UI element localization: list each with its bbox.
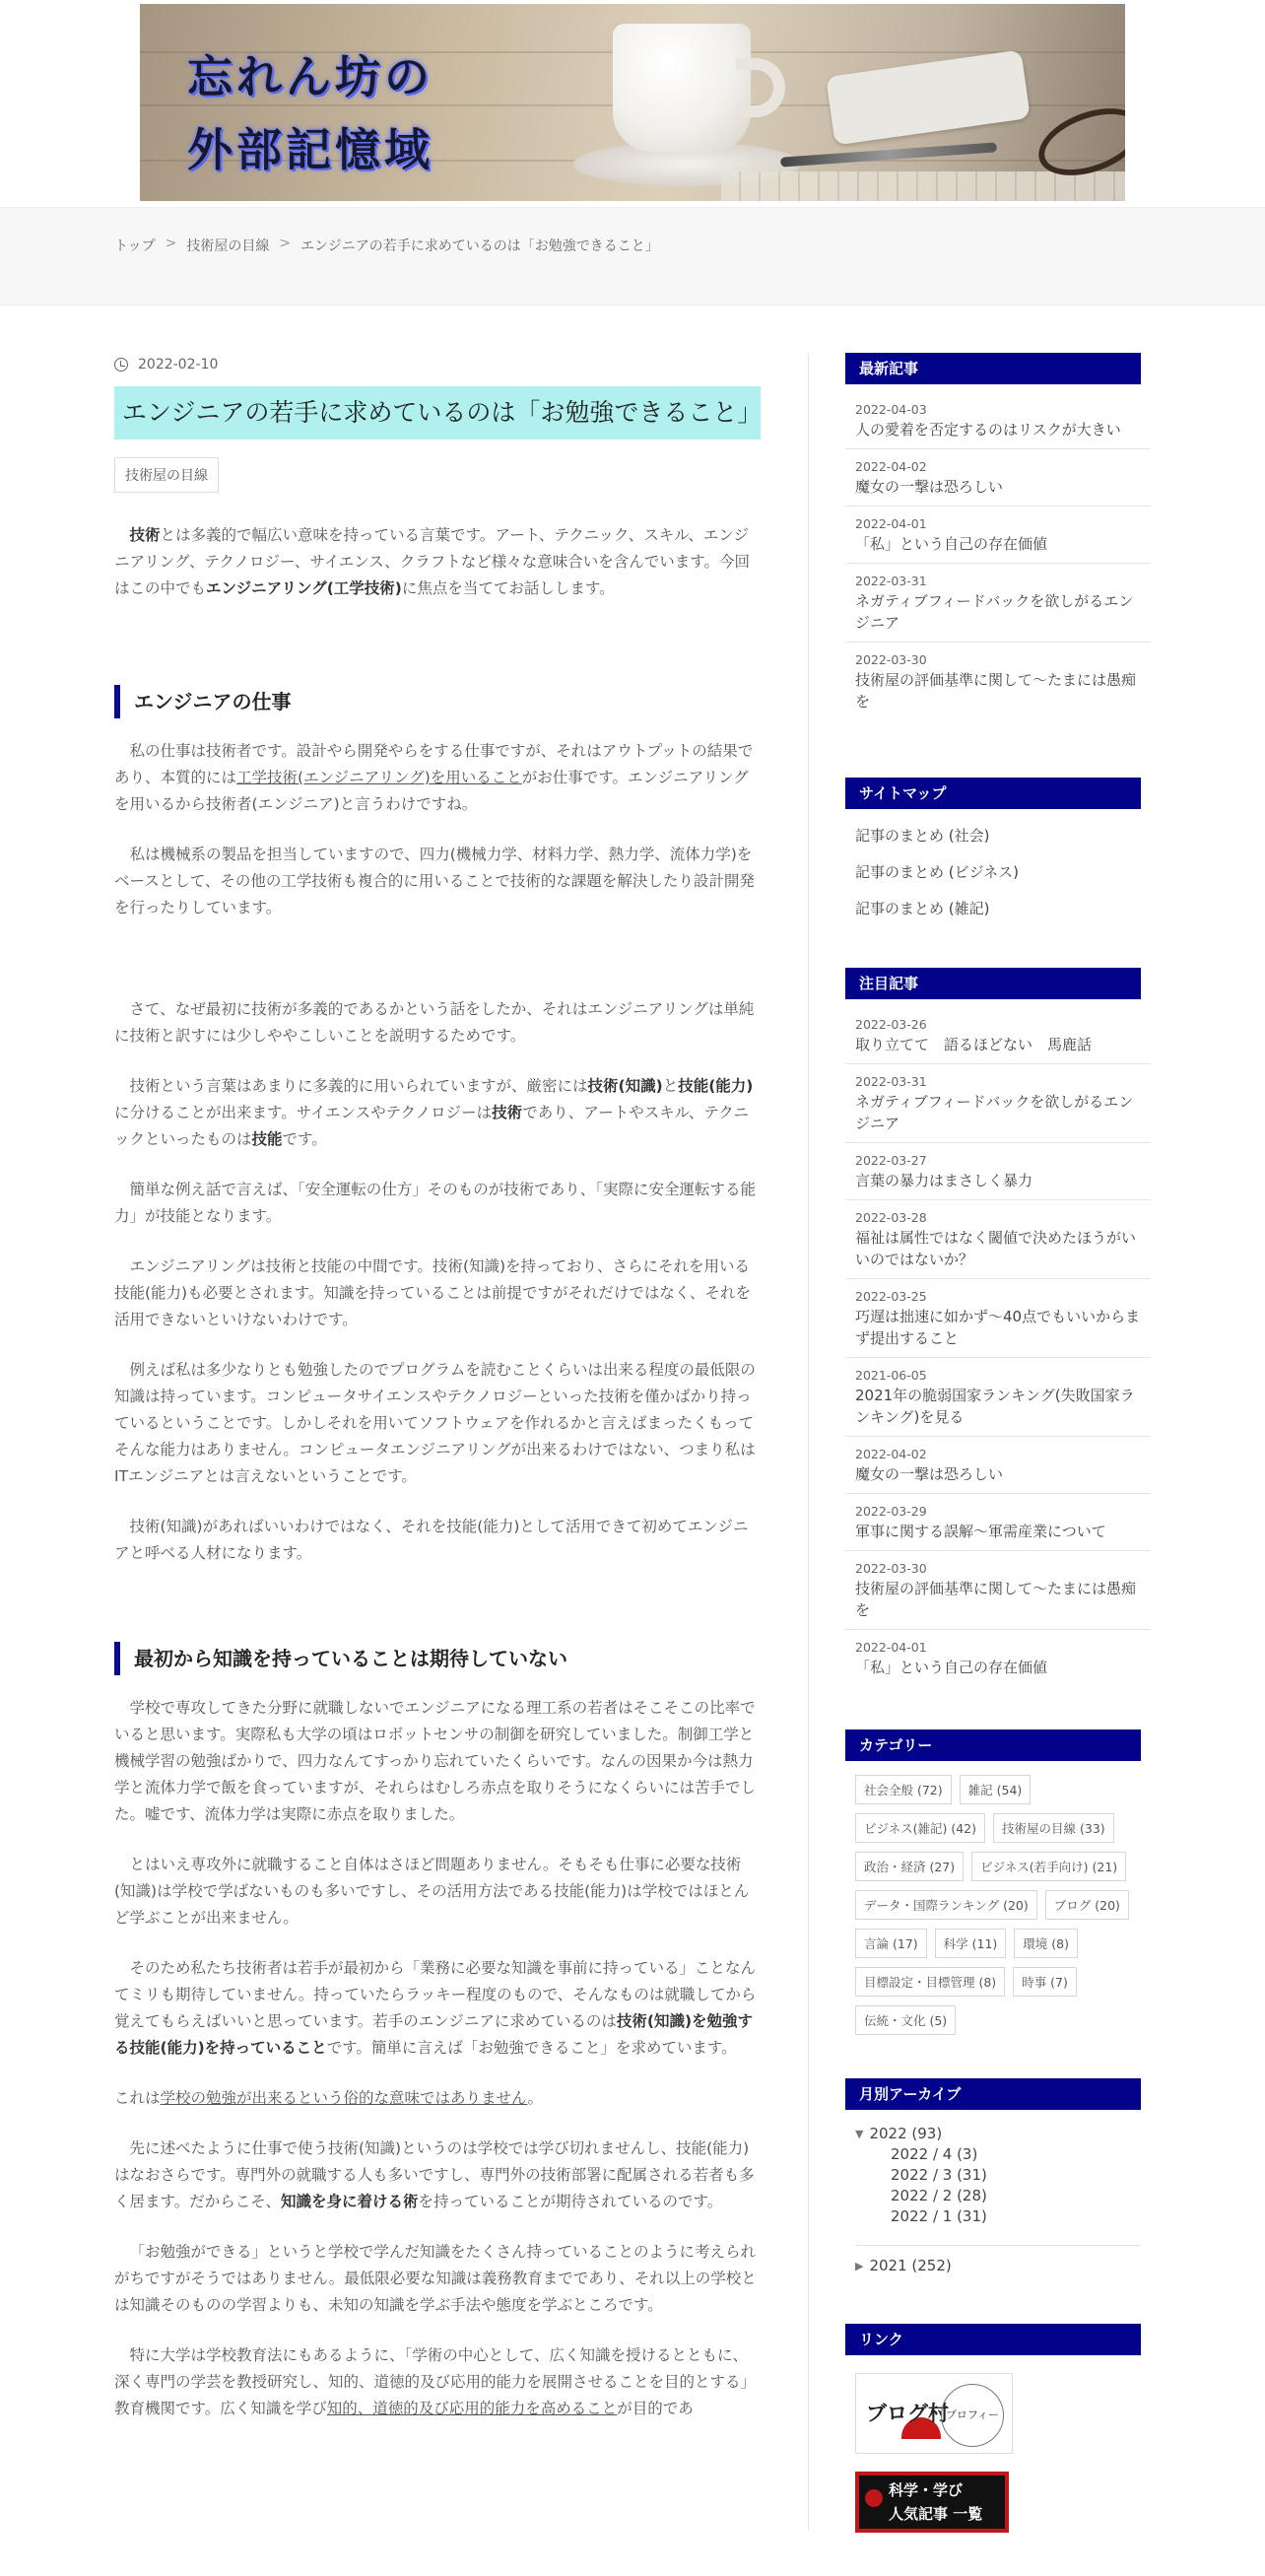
featured-posts-widget [845, 968, 1151, 1686]
archive-widget [845, 2078, 1151, 2276]
paragraph: 簡単な例え話で言えば、「安全運転の仕方」そのものが技術であり、「実際に安全運転する能力」が技能となります。 [114, 1181, 757, 1225]
featured-post-item[interactable]: 2022-03-28 福祉は属性ではなく閾値で決めたほうがいいのではないか？ [845, 1200, 1151, 1279]
paragraph: 先に述べたように仕事で使う技術(知識)というのは学校では学び切れませんし、技能(能力)はなおさらです。専門外の就職する人も多いですし、専門外の技術部署に配属される若者も多く居ます。だからこそ、知識を身に着ける術を持っていることが期待されているのです。 [114, 2139, 755, 2210]
coffee-cup-shape [613, 24, 751, 152]
paragraph: さて、なぜ最初に技術が多義的であるかという話をしたか、それはエンジニアリングは単純に技術と訳すには少しややこしいことを説明するためです。 [114, 1000, 755, 1045]
category-tag-list [845, 1761, 1151, 2035]
paragraph: 「お勉強ができる」というと学校で学んだ知識をたくさん持っていることのように考えられがちですがそうではありません。最低限必要な知識は義務教育までであり、それ以上の学校とは知識そのものの学習よりも、未知の知識を学ぶ手法や態度を学ぶところです。 [114, 2243, 757, 2314]
site-title-line2: 外部記憶域 [187, 123, 433, 176]
recent-post-item[interactable]: 2022-04-02 魔女の一撃は恐ろしい [845, 449, 1151, 507]
phone-shape [826, 49, 1031, 145]
paragraph: 学校で専攻してきた分野に就職しないでエンジニアになる理工系の若者はそこそこの比率でいると思います。実際私も大学の頃はロボットセンサの制御を研究していました。制御工学と機械学習の勉強ばかりで、四力なんてすっかり忘れていたくらいです。なんの因果か今は熱力学と流体力学で飯を食っていますが、それらはむしろ赤点を取りそうになくらいには苦手でした。嘘です、流体力学は実際に赤点を取りました。 [114, 1699, 757, 1823]
paragraph: 私は機械系の製品を担当していますので、四力(機械力学、材料力学、熱力学、流体力学)をベースとして、その他の工学技術も複合的に用いることで技術的な課題を解決したり設計開発を行ったりしています。 [114, 846, 755, 916]
pen-shape [780, 142, 997, 167]
post-title: エンジニアの若手に求めているのは「お勉強できること」 [114, 386, 761, 440]
featured-post-item[interactable]: 2022-04-02 魔女の一撃は恐ろしい [845, 1437, 1151, 1494]
recent-post-item[interactable]: 2022-04-03 人の愛着を否定するのはリスクが大きい [845, 392, 1151, 449]
paragraph: 例えば私は多少なりとも勉強したのでプログラムを読むことくらいは出来る程度の最低限の知識は持っています。コンピュータサイエンスやテクノロジーといった技術を僅かばかり持っているということです。しかしそれを用いてソフトウェアを作れるかと言えばまったくもってそんな能力はありません。コンピュータエンジニアリングが出来るわけではない、つまり私はITエンジニアとは言えないということです。 [114, 1361, 756, 1485]
sitemap-link[interactable]: 記事のまとめ (社会) [855, 827, 990, 845]
featured-post-item[interactable]: 2022-03-31 ネガティブフィードバックを欲しがるエンジニア [845, 1064, 1151, 1143]
archive-year-2022[interactable]: ▼ 2022 (93) [855, 2125, 943, 2142]
paragraph: 特に大学は学校教育法にもあるように、「学術の中心として、広く知識を授けるとともに、深く専門の学芸を教授研究し、知的、道徳的及び応用的能力を展開させることを目的とする」教育機関です。広く知識を学び知的、道徳的及び応用的能力を高めることが目的であ [114, 2346, 757, 2417]
post-date: 2022-02-10 [138, 357, 219, 373]
ranking-banner[interactable]: 科学・学び 人気記事 一覧 [855, 2472, 1009, 2533]
breadcrumb-separator: > [279, 236, 292, 251]
category-tag[interactable]: 雑記 (54) [960, 1775, 1032, 1804]
post-date-row [114, 357, 761, 373]
archive-month[interactable]: 2022 / 3 (31) [891, 2166, 987, 2184]
widget-title: リンク [845, 2324, 1141, 2355]
breadcrumb-separator: > [165, 236, 177, 251]
archive-month[interactable]: 2022 / 2 (28) [891, 2187, 987, 2204]
category-tag[interactable]: 時事 (7) [1013, 1967, 1077, 1997]
links-widget [845, 2324, 1151, 2533]
archive-month[interactable]: 2022 / 4 (3) [891, 2145, 978, 2163]
article [114, 353, 761, 2422]
archive-list [845, 2110, 1151, 2276]
site-header [0, 0, 1265, 207]
breadcrumb [114, 236, 659, 255]
site-title-line1: 忘れん坊の [187, 50, 433, 103]
category-tag[interactable]: ビジネス(雑記) (42) [855, 1813, 985, 1843]
header-banner-image[interactable] [140, 4, 1125, 201]
sitemap-link[interactable]: 記事のまとめ (雑記) [855, 900, 990, 917]
featured-post-item[interactable]: 2022-04-01 「私」という自己の存在価値 [855, 1640, 1048, 1676]
featured-post-item[interactable]: 2022-03-25 巧遅は拙速に如かず～40点でもいいからまず提出すること [845, 1279, 1151, 1358]
category-tag[interactable]: 言論 (17) [855, 1929, 927, 1958]
paragraph: とはいえ専攻外に就職すること自体はさほど問題ありません。そもそも仕事に必要な技術(知識)は学校で学ばないものも多いですし、その活用方法である技能(能力)は学校ではほとんど学ぶことが出来ません。 [114, 1856, 750, 1927]
category-tag[interactable]: 科学 (11) [935, 1929, 1007, 1958]
paragraph: 技術とは多義的で幅広い意味を持っている言葉です。アート、テクニック、スキル、エンジニアリング、テクノロジー、サイエンス、クラフトなど様々な意味合いを含んでいます。今回はこの中でもエンジニアリング(工学技術)に焦点を当ててお話しします。 [114, 526, 750, 597]
blogmura-banner[interactable]: ブログ村 プロフィー [855, 2373, 1013, 2454]
clock-icon [114, 358, 128, 372]
profile-circle: プロフィー [941, 2384, 1004, 2447]
recent-post-item[interactable]: 2022-04-01 「私」という自己の存在価値 [845, 507, 1151, 564]
breadcrumb-home[interactable]: トップ [114, 238, 156, 254]
paragraph: これは学校の勉強が出来るという俗的な意味ではありません。 [114, 2089, 543, 2107]
sitemap-widget [845, 778, 1151, 924]
category-tag[interactable]: 環境 (8) [1014, 1929, 1078, 1958]
paragraph: 私の仕事は技術者です。設計やら開発やらをする仕事ですが、それはアウトプットの結果であり、本質的には工学技術(エンジニアリング)を用いることがお仕事です。エンジニアリングを用いるから技術者(エンジニア)と言うわけですね。 [114, 742, 754, 813]
section-heading: エンジニアの仕事 [114, 685, 761, 718]
paragraph: 技術(知識)があればいいわけではなく、それを技能(能力)として活用できて初めてエンジニアと呼べる人材になります。 [114, 1518, 749, 1562]
category-tag[interactable]: ビジネス(若手向け) (21) [971, 1852, 1126, 1881]
featured-post-item[interactable]: 2021-06-05 2021年の脆弱国家ランキング(失敗国家ランキング)を見る [845, 1358, 1151, 1437]
categories-widget [845, 1729, 1151, 2035]
archive-month[interactable]: 2022 / 1 (31) [891, 2207, 987, 2225]
recent-post-item[interactable]: 2022-03-31 ネガティブフィードバックを欲しがるエンジニア [845, 564, 1151, 643]
section-heading: 最初から知識を持っていることは期待していない [114, 1642, 761, 1675]
paragraph: そのため私たち技術者は若手が最初から「業務に必要な知識を事前に持っている」ことなんてミリも期待していません。持っていたらラッキー程度のもので、そんなものは就職してから覚えてもらえばいいと思っています。若手のエンジニアに求めているのは技術(知識)を勉強する技能(能力)を持っていることです。簡単に言えば「お勉強できること」を求めています。 [114, 1959, 757, 2057]
featured-post-item[interactable]: 2022-03-29 軍事に関する誤解～軍需産業について [845, 1494, 1151, 1551]
category-tag[interactable]: 社会全般 (72) [855, 1775, 952, 1804]
featured-post-item[interactable]: 2022-03-27 言葉の暴力はまさしく暴力 [845, 1143, 1151, 1200]
sitemap-link[interactable]: 記事のまとめ (ビジネス) [855, 863, 1020, 881]
widget-title: カテゴリー [845, 1729, 1141, 1761]
triangle-right-icon[interactable]: ▶ [855, 2260, 864, 2272]
triangle-down-icon[interactable]: ▼ [855, 2128, 864, 2140]
archive-year-2021[interactable]: ▶ 2021 (252) [855, 2245, 1141, 2276]
widget-title: 月別アーカイブ [845, 2078, 1141, 2110]
category-tag[interactable]: 技術屋の目線 (33) [993, 1813, 1114, 1843]
category-tag[interactable]: データ・国際ランキング (20) [855, 1890, 1037, 1920]
category-tag[interactable]: 伝統・文化 (5) [855, 2005, 956, 2035]
breadcrumb-band [0, 207, 1265, 305]
column-divider [808, 353, 809, 2531]
category-tag[interactable]: ブログ (20) [1045, 1890, 1129, 1920]
paragraph: エンジニアリングは技術と技能の中間です。技術(知識)を持っており、さらにそれを用いる技能(能力)も必要とされます。知識を持っていることは前提ですがそれだけではなく、それを活用できないといけないわけです。 [114, 1257, 752, 1328]
red-dot-icon [865, 2489, 883, 2507]
category-tag[interactable]: 政治・経済 (27) [855, 1852, 964, 1881]
category-tag[interactable]: 目標設定・目標管理 (8) [855, 1967, 1005, 1997]
paragraph: 技術という言葉はあまりに多義的に用いられていますが、厳密には技術(知識)と技能(能力)に分けることが出来ます。サイエンスやテクノロジーは技術であり、アートやスキル、テクニックといったものは技能です。 [114, 1077, 754, 1148]
post-category-tag[interactable]: 技術屋の目線 [114, 457, 219, 493]
recent-posts-widget [845, 353, 1151, 720]
widget-title: 注目記事 [845, 968, 1141, 999]
breadcrumb-current: エンジニアの若手に求めているのは「お勉強できること」 [300, 238, 659, 254]
featured-post-item[interactable]: 2022-03-30 技術屋の評価基準に関して～たまには愚痴を [845, 1551, 1151, 1630]
sidebar [845, 353, 1151, 2576]
widget-title: サイトマップ [845, 778, 1141, 809]
breadcrumb-category[interactable]: 技術屋の目線 [186, 238, 270, 254]
widget-title: 最新記事 [845, 353, 1141, 384]
recent-post-item[interactable]: 2022-03-30 技術屋の評価基準に関して～たまには愚痴を [855, 652, 1137, 711]
featured-post-item[interactable]: 2022-03-26 取り立てて 語るほどない 馬鹿話 [845, 1007, 1151, 1064]
